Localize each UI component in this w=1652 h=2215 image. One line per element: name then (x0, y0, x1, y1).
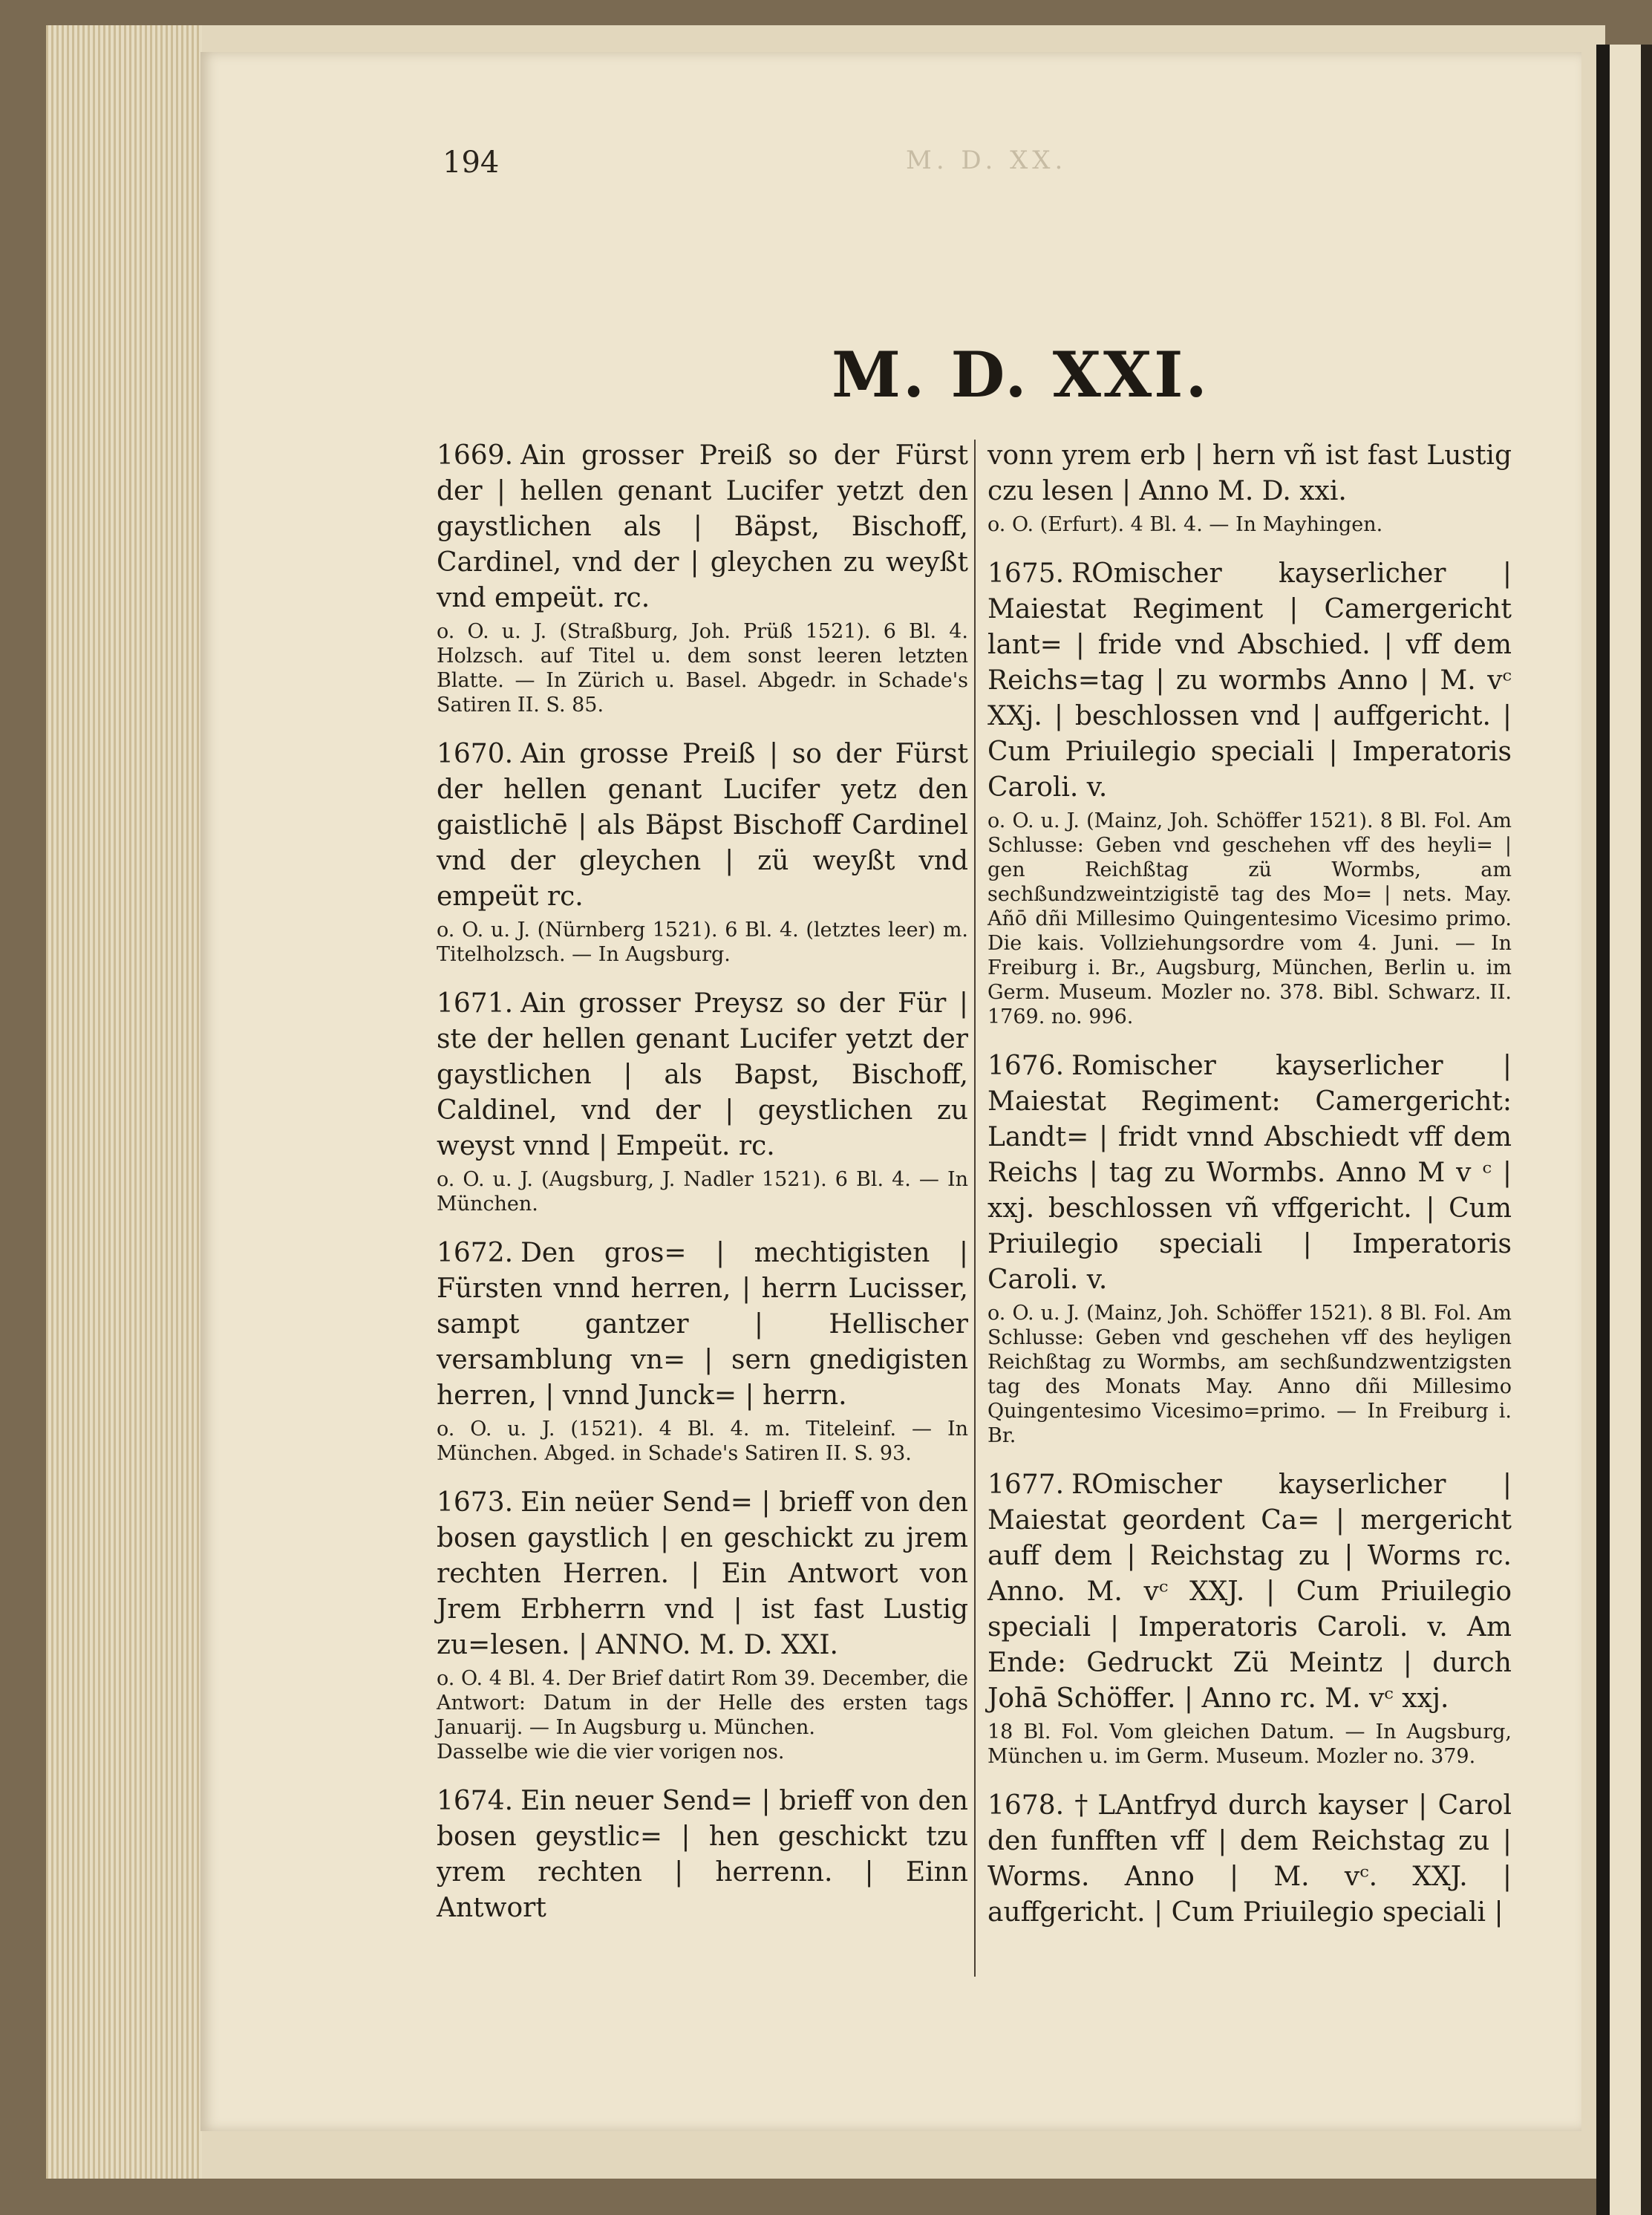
entry-number: 1678. † (987, 1790, 1091, 1821)
entry-note: o. O. u. J. (Nürnberg 1521). 6 Bl. 4. (letztes leer) m. Titelholzsch. — In Augsburg. (437, 919, 968, 966)
right-column (987, 438, 1512, 1950)
entry-number: 1675. (987, 558, 1065, 589)
entry-title-text: Ain grosse Preiß | so der Fürst der hellen genant Lucifer yetz den gaistlichē | als Bäpst Bischoff Cardinel vnd der gleychen | zü weyßt vnd empeüt rc. (437, 739, 968, 912)
catalog-entry (437, 1236, 968, 1466)
entry-notes (987, 512, 1512, 537)
entry-title-text: Ein neuer Send= | brieff von den bosen geystlic= | hen geschickt tzu yrem rechten | herrenn. | Einn Antwort (437, 1786, 968, 1923)
catalog-entry (987, 556, 1512, 1029)
entry-title-text: ROmischer kayserlicher | Maiestat Regiment | Camergericht lant= | fride vnd Abschied. | vff dem Reichs=tag | zu wormbs Anno | M. vᶜ XXj. | beschlossen vnd | auffgericht. | Cum Priuilegio speciali | Imperatoris Caroli. v. (987, 558, 1512, 803)
page-number: 194 (443, 146, 500, 180)
entry-note: o. O. u. J. (Mainz, Joh. Schöffer 1521). 8 Bl. Fol. Am Schlusse: Geben vnd geschehen vff des heyligen Reichßtag zu Wormbs, am sechßundzwentzigsten tag des Monats May. Anno dñi Millesimo Quingentesimo Vicesimo=primo. — In Freiburg i. Br. (987, 1302, 1512, 1447)
entry-number: 1673. (437, 1487, 514, 1518)
entry-note: o. O. u. J. (Augsburg, J. Nadler 1521). 6 Bl. 4. — In München. (437, 1168, 968, 1216)
page-edges (46, 25, 202, 2179)
entry-notes (987, 809, 1512, 1029)
entry-body (987, 438, 1512, 509)
entry-title-text: ROmischer kayserlicher | Maiestat geordent Ca= | mergericht auff dem | Reichstag zu | Worms rc. Anno. M. vᶜ XXJ. | Cum Priuilegio speciali | Imperatoris Caroli. v. Am Ende: Gedruckt Zü Meintz | durch Johā Schöffer. | Anno rc. M. vᶜ xxj. (987, 1469, 1512, 1714)
entry-notes (437, 619, 968, 717)
entry-number: 1670. (437, 739, 514, 769)
entry-body (987, 1788, 1512, 1931)
catalog-entry (437, 737, 968, 967)
entry-note: o. O. u. J. (Straßburg, Joh. Prüß 1521). 6 Bl. 4. Holzsch. auf Titel u. dem sonst leeren letzten Blatte. — In Zürich u. Basel. Abgedr. in Schade's Satiren II. S. 85. (437, 620, 968, 717)
entry-number: 1671. (437, 988, 514, 1019)
entry-body (437, 438, 968, 616)
catalog-entry (437, 438, 968, 717)
entry-number: 1669. (437, 440, 514, 471)
entry-title-text: Ain grosser Preiß so der Fürst der | hellen genant Lucifer yetzt den gaystlichen als | Bäpst, Bischoff, Cardinel, vnd der | gleychen zu weyßt vnd empeüt. rc. (437, 440, 968, 613)
entry-number: 1672. (437, 1238, 514, 1268)
left-column (437, 438, 968, 1945)
entry-notes (987, 1301, 1512, 1448)
entry-number: 1674. (437, 1786, 514, 1816)
entry-body (437, 737, 968, 915)
entry-notes (437, 918, 968, 967)
catalog-entry (437, 986, 968, 1216)
entry-number: 1677. (987, 1469, 1065, 1500)
entry-title-text: Romischer kayserlicher | Maiestat Regiment: Camergericht: Landt= | fridt vnnd Abschiedt vff dem Reichs | tag zu Wormbs. Anno M v ᶜ | xxj. beschlossen vñ vffgericht. | Cum Priuilegio speciali | Imperatoris Caroli. v. (987, 1051, 1512, 1295)
catalog-entry (987, 1467, 1512, 1769)
entry-notes (987, 1720, 1512, 1769)
running-header: M. D. XX. (906, 146, 1068, 175)
entry-body (437, 1784, 968, 1926)
catalog-entry (437, 1485, 968, 1764)
entry-body (987, 556, 1512, 806)
entry-note: 18 Bl. Fol. Vom gleichen Datum. — In Augsburg, München u. im Germ. Museum. Mozler no. 379. (987, 1720, 1512, 1768)
entry-body (437, 1236, 968, 1414)
entry-title-text: vonn yrem erb | hern vñ ist fast Lustig czu lesen | Anno M. D. xxi. (987, 440, 1512, 506)
catalog-entry (987, 1048, 1512, 1448)
catalog-entry (987, 438, 1512, 537)
entry-body (987, 1048, 1512, 1298)
entry-number: 1676. (987, 1051, 1065, 1081)
entry-title-text: LAntfryd durch kayser | Carol den funfften vff | dem Reichstag zu | Worms. Anno | M. vᶜ. XXJ. | auffgericht. | Cum Priuilegio speciali | (987, 1790, 1512, 1928)
entry-note: o. O. 4 Bl. 4. Der Brief datirt Rom 39. December, die Antwort: Datum in der Helle des ersten tags Januarij. — In Augsburg u. München. (437, 1667, 968, 1739)
entry-body (987, 1467, 1512, 1717)
entry-notes (437, 1167, 968, 1216)
entry-notes (437, 1666, 968, 1764)
catalog-entry (987, 1788, 1512, 1931)
entry-title-text: Ein neüer Send= | brieff von den bosen gaystlich | en geschickt zu jrem rechten Herren. | Ein Antwort von Jrem Erbherrn vnd | ist fast Lustig zu=lesen. | ANNO. M. D. XXI. (437, 1487, 968, 1660)
entry-note: Dasselbe wie die vier vorigen nos. (437, 1741, 785, 1764)
page-title: M. D. XXI. (832, 338, 1209, 411)
entry-note: o. O. (Erfurt). 4 Bl. 4. — In Mayhingen. (987, 513, 1383, 536)
facing-page-edge (1596, 45, 1652, 2215)
entry-body (437, 1485, 968, 1663)
column-divider (974, 440, 976, 1977)
entry-notes (437, 1417, 968, 1466)
catalog-entry (437, 1784, 968, 1926)
entry-note: o. O. u. J. (1521). 4 Bl. 4. m. Titeleinf. — In München. Abged. in Schade's Satiren II. S. 93. (437, 1418, 968, 1465)
entry-title-text: Ain grosser Preysz so der Für | ste der hellen genant Lucifer yetzt der gaystlichen | als Bapst, Bischoff, Caldinel, vnd der | geystlichen zu weyst vnnd | Empeüt. rc. (437, 988, 968, 1161)
entry-body (437, 986, 968, 1164)
entry-note: o. O. u. J. (Mainz, Joh. Schöffer 1521). 8 Bl. Fol. Am Schlusse: Geben vnd geschehen vff des heyli= | gen Reichßtag zü Wormbs, am sechßundzweintzigistē tag des Mo= | nets. May. Añō dñi Millesimo Quingentesimo Vicesimo primo. Die kais. Vollziehungsordre vom 4. Juni. — In Freiburg i. Br., Augsburg, München, Berlin u. im Germ. Museum. Mozler no. 378. Bibl. Schwarz. II. 1769. no. 996. (987, 809, 1512, 1028)
entry-title-text: Den gros= | mechtigisten | Fürsten vnnd herren, | herrn Lucisser, sampt gantzer | Hellischer versamblung vn= | sern gnedigisten herren, | vnnd Junck= | herrn. (437, 1238, 968, 1411)
